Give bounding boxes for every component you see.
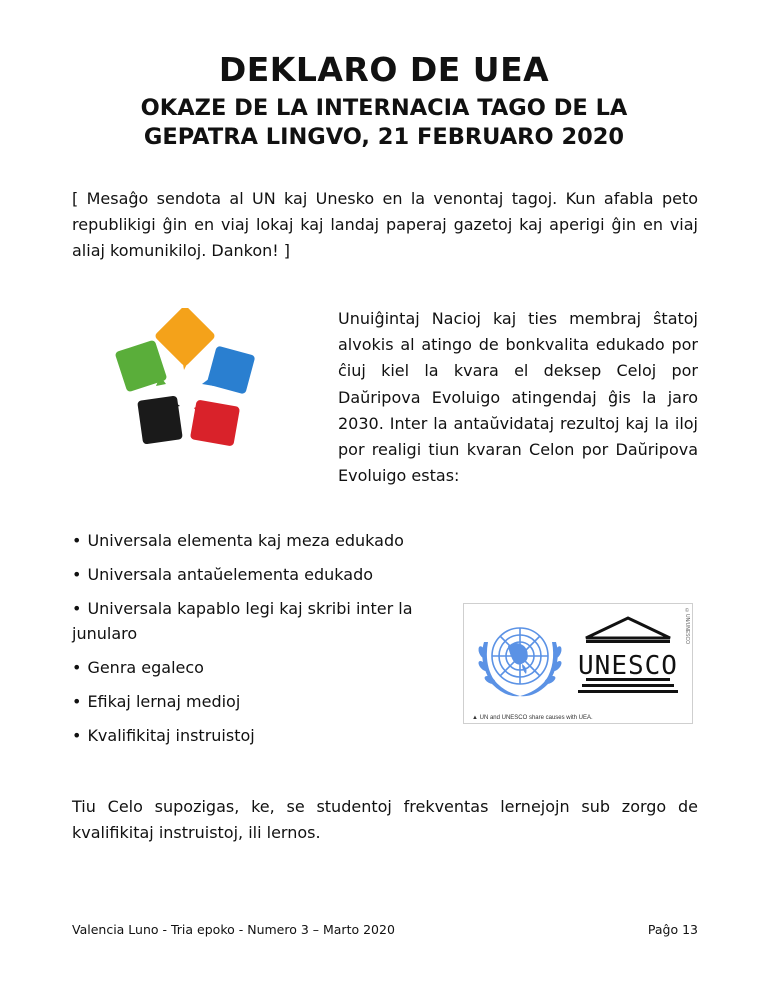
list-item [72, 723, 442, 748]
closing-paragraph: Tiu Celo supozigas, ke, se studentoj frekventas lernejojn sub zorgo de kvalifikitaj instruistoj, ili lernos. [72, 797, 698, 842]
subtitle-line-1: OKAZE DE LA INTERNACIA TAGO DE LA [140, 95, 628, 121]
list-item-text: Universala antaŭelementa edukado [87, 565, 374, 584]
list-item-text: Efikaj lernaj medioj [87, 692, 241, 711]
list-item [72, 528, 442, 553]
image-caption: ▲ UN and UNESCO share causes with UEA. [472, 715, 593, 721]
list-item [72, 562, 442, 587]
bullet-symbol: • [72, 658, 82, 677]
outcomes-list [72, 528, 442, 757]
unesco-temple-logo [578, 616, 678, 704]
bullet-symbol: • [72, 531, 82, 550]
list-item-text: Universala elementa kaj meza edukado [87, 531, 404, 550]
languages-speech-bubbles-logo [110, 308, 260, 458]
unesco-wordmark: UNESCO [578, 651, 678, 681]
list-item [72, 689, 442, 714]
bullet-symbol: • [72, 565, 82, 584]
intro-paragraph: [ Mesaĝo sendota al UN kaj Unesko en la venontaj tagoj. Kun afabla peto republikigi ĝin en viaj lokaj kaj landaj paperaj gazetoj kaj aperigi ĝin en viaj aliaj komunikiloj. Dankon! ] [72, 189, 698, 260]
list-item-text: Kvalifikitaj instruistoj [87, 726, 255, 745]
un-unesco-image [463, 603, 693, 724]
bullet-symbol: • [72, 692, 82, 711]
list-item [72, 655, 442, 680]
list-item-text: Genra egaleco [87, 658, 204, 677]
page-subtitle [60, 94, 708, 152]
subtitle-line-2: GEPATRA LINGVO, 21 FEBRUARO 2020 [143, 124, 625, 150]
list-item [72, 596, 442, 646]
black-bubble [137, 395, 183, 444]
image-credit: ©UN/UNESCO [684, 608, 690, 645]
bullet-symbol: • [72, 599, 82, 618]
footer-page-number: Paĝo 13 [647, 922, 698, 937]
page-title: DEKLARO DE UEA [218, 50, 550, 89]
blue-bubble [207, 346, 256, 395]
footer-publication: Valencia Luno - Tria epoko - Numero 3 – Marto 2020 [72, 922, 395, 937]
sdg-paragraph: Unuiĝintaj Nacioj kaj ties membraj ŝtatoj alvokis al atingo de bonkvalita edukado por ĉiuj kiel la kvara el deksep Celoj por Daŭripova Evoluigo atingendaj ĝis la jaro 2030. Inter la antaŭvidataj rezultoj kaj la iloj por realigi tiun kvaran Celon por Daŭripova Evoluigo estas: [338, 309, 698, 486]
list-item-text: Universala kapablo legi kaj skribi inter la junularo [72, 599, 413, 643]
bullet-symbol: • [72, 726, 82, 745]
un-emblem-logo [470, 612, 570, 707]
